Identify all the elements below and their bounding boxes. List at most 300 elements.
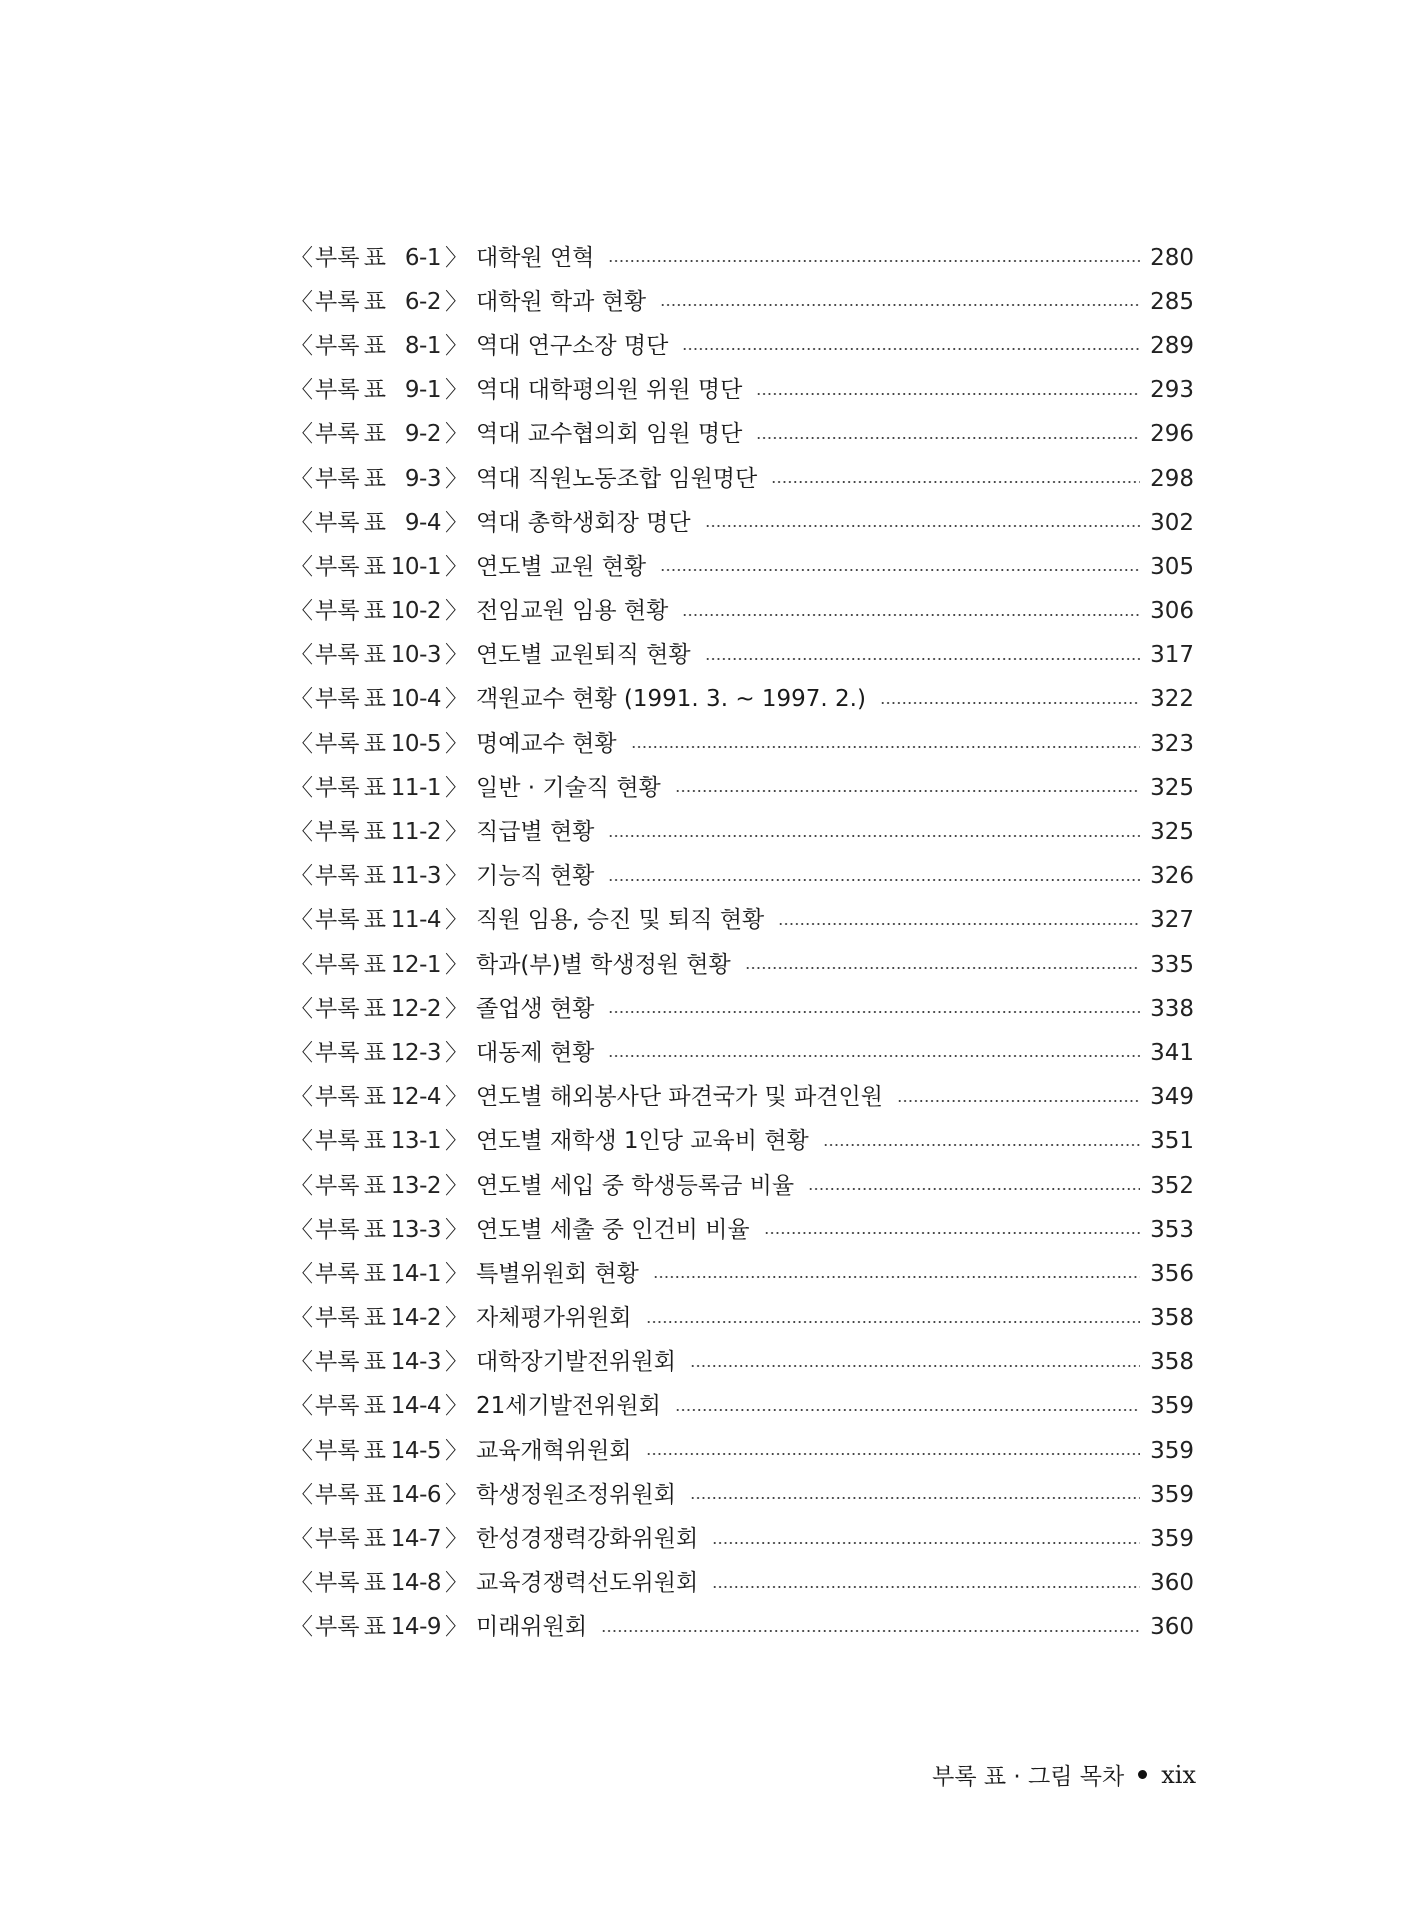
table-label xyxy=(290,1616,468,1639)
page-ref: 322 xyxy=(1150,686,1194,713)
page-ref: 338 xyxy=(1150,995,1194,1022)
table-number: 14-9 xyxy=(390,1614,441,1641)
label-pyo: 표 xyxy=(363,244,386,271)
label-word: 부록 xyxy=(315,1570,360,1597)
open-bracket: 〈 xyxy=(290,1216,313,1243)
open-bracket: 〈 xyxy=(290,377,313,404)
dot-leader xyxy=(880,702,1140,704)
table-label xyxy=(290,1172,468,1199)
dot-leader xyxy=(756,437,1140,439)
open-bracket: 〈 xyxy=(290,730,313,757)
open-bracket: 〈 xyxy=(290,686,313,713)
entry-title: 연도별 세출 중 인건비 비율 xyxy=(476,1216,750,1243)
dot-leader xyxy=(764,1232,1140,1234)
open-bracket: 〈 xyxy=(290,642,313,669)
page-footer xyxy=(932,1758,1196,1791)
dot-leader xyxy=(631,746,1140,748)
label-word: 부록 xyxy=(315,951,360,978)
label-word: 부록 xyxy=(315,1216,360,1243)
table-number: 6-2 xyxy=(404,288,441,315)
dot-leader xyxy=(601,1630,1140,1632)
entry-title: 특별위원회 현황 xyxy=(476,1260,639,1287)
dot-leader xyxy=(682,614,1140,616)
table-number: 14-4 xyxy=(390,1393,441,1420)
open-bracket: 〈 xyxy=(290,1260,313,1287)
close-bracket: 〉 xyxy=(445,1172,468,1199)
table-number: 12-2 xyxy=(390,995,441,1022)
close-bracket: 〉 xyxy=(445,421,468,448)
table-number: 14-6 xyxy=(390,1481,441,1508)
label-pyo: 표 xyxy=(363,1481,386,1508)
table-number: 13-2 xyxy=(390,1172,441,1199)
label-word: 부록 xyxy=(315,1128,360,1155)
open-bracket: 〈 xyxy=(290,951,313,978)
label-word: 부록 xyxy=(315,377,360,404)
table-label xyxy=(290,1528,468,1551)
open-bracket: 〈 xyxy=(290,1570,313,1597)
close-bracket: 〉 xyxy=(445,553,468,580)
table-number: 10-4 xyxy=(390,686,441,713)
dot-leader xyxy=(653,1276,1140,1278)
entry-title: 역대 대학평의원 위원 명단 xyxy=(476,377,743,404)
table-number: 11-4 xyxy=(390,907,441,934)
table-number: 14-2 xyxy=(390,1305,441,1332)
page-ref: 353 xyxy=(1150,1216,1194,1243)
table-label xyxy=(290,865,468,888)
entry-title: 자체평가위원회 xyxy=(476,1305,632,1332)
table-label xyxy=(290,995,468,1022)
table-number: 9-2 xyxy=(404,421,441,448)
open-bracket: 〈 xyxy=(290,598,313,625)
open-bracket: 〈 xyxy=(290,1481,313,1508)
toc-entry[interactable] xyxy=(290,1517,1194,1561)
dot-leader xyxy=(745,967,1140,969)
page-ref: 358 xyxy=(1150,1305,1194,1332)
close-bracket: 〉 xyxy=(445,332,468,359)
entry-title: 직급별 현황 xyxy=(476,819,595,846)
page-ref: 360 xyxy=(1150,1570,1194,1597)
toc-entry[interactable] xyxy=(290,1562,1194,1606)
label-word: 부록 xyxy=(315,1084,360,1111)
toc-entry[interactable] xyxy=(290,1297,1194,1341)
toc-entry[interactable] xyxy=(290,1252,1194,1296)
open-bracket: 〈 xyxy=(290,1172,313,1199)
label-word: 부록 xyxy=(315,1305,360,1332)
table-label xyxy=(290,423,468,446)
page-ref: 359 xyxy=(1150,1393,1194,1420)
dot-leader xyxy=(712,1586,1140,1588)
open-bracket: 〈 xyxy=(290,1614,313,1641)
page-ref: 325 xyxy=(1150,819,1194,846)
toc-entry[interactable] xyxy=(290,1076,1194,1120)
entry-title: 교육개혁위원회 xyxy=(476,1437,632,1464)
page-ref: 298 xyxy=(1150,465,1194,492)
label-word: 부록 xyxy=(315,1437,360,1464)
open-bracket: 〈 xyxy=(290,907,313,934)
label-word: 부록 xyxy=(315,465,360,492)
label-pyo: 표 xyxy=(363,995,386,1022)
dot-leader xyxy=(712,1542,1140,1544)
toc-entry[interactable] xyxy=(290,1429,1194,1473)
table-label xyxy=(290,688,468,711)
table-label xyxy=(290,1437,468,1464)
toc-entry[interactable] xyxy=(290,1606,1194,1650)
dot-leader xyxy=(823,1144,1140,1146)
label-word: 부록 xyxy=(315,1393,360,1420)
page-ref: 306 xyxy=(1150,598,1194,625)
toc-entry[interactable] xyxy=(290,236,1194,280)
label-word: 부록 xyxy=(315,598,360,625)
table-number: 14-3 xyxy=(390,1349,441,1376)
entry-title: 명예교수 현황 xyxy=(476,730,617,757)
label-word: 부록 xyxy=(315,421,360,448)
label-pyo: 표 xyxy=(363,465,386,492)
dot-leader xyxy=(675,790,1140,792)
page-ref: 352 xyxy=(1150,1172,1194,1199)
toc-entry[interactable] xyxy=(290,1031,1194,1075)
entry-title: 연도별 세입 중 학생등록금 비율 xyxy=(476,1172,795,1199)
close-bracket: 〉 xyxy=(445,907,468,934)
entry-title: 미래위원회 xyxy=(476,1614,588,1641)
entry-title: 연도별 해외봉사단 파견국가 및 파견인원 xyxy=(476,1084,883,1111)
table-label xyxy=(290,774,468,801)
label-pyo: 표 xyxy=(363,553,386,580)
toc-entry[interactable] xyxy=(290,766,1194,810)
table-number: 10-5 xyxy=(390,730,441,757)
entry-title: 대학원 연혁 xyxy=(476,244,595,271)
entry-title: 21세기발전위원회 xyxy=(476,1393,661,1420)
close-bracket: 〉 xyxy=(445,1349,468,1376)
table-label xyxy=(290,379,468,402)
label-pyo: 표 xyxy=(363,377,386,404)
entry-title: 기능직 현황 xyxy=(476,863,595,890)
close-bracket: 〉 xyxy=(445,774,468,801)
close-bracket: 〉 xyxy=(445,1084,468,1111)
entry-title: 졸업생 현황 xyxy=(476,995,595,1022)
page-ref: 302 xyxy=(1150,509,1194,536)
page-ref: 341 xyxy=(1150,1039,1194,1066)
entry-title: 객원교수 현황 (1991. 3. ~ 1997. 2.) xyxy=(476,686,866,713)
close-bracket: 〉 xyxy=(445,642,468,669)
label-word: 부록 xyxy=(315,1172,360,1199)
toc-entry[interactable] xyxy=(290,413,1194,457)
close-bracket: 〉 xyxy=(445,244,468,271)
page-ref: 349 xyxy=(1150,1084,1194,1111)
close-bracket: 〉 xyxy=(445,598,468,625)
table-number: 9-1 xyxy=(404,377,441,404)
entry-title: 대학장기발전위원회 xyxy=(476,1349,676,1376)
label-pyo: 표 xyxy=(363,598,386,625)
open-bracket: 〈 xyxy=(290,509,313,536)
toc-entry[interactable] xyxy=(290,634,1194,678)
toc-entry[interactable] xyxy=(290,1385,1194,1429)
close-bracket: 〉 xyxy=(445,1481,468,1508)
label-word: 부록 xyxy=(315,1614,360,1641)
dot-leader xyxy=(660,304,1140,306)
dot-leader xyxy=(660,569,1140,571)
page-ref: 305 xyxy=(1150,553,1194,580)
page-ref: 360 xyxy=(1150,1614,1194,1641)
page-ref: 359 xyxy=(1150,1437,1194,1464)
close-bracket: 〉 xyxy=(445,1039,468,1066)
entry-title: 대동제 현황 xyxy=(476,1039,595,1066)
open-bracket: 〈 xyxy=(290,1526,313,1553)
close-bracket: 〉 xyxy=(445,819,468,846)
dot-leader xyxy=(646,1321,1140,1323)
dot-leader xyxy=(646,1453,1140,1455)
table-label xyxy=(290,244,468,271)
dot-leader xyxy=(608,260,1140,262)
label-word: 부록 xyxy=(315,642,360,669)
label-pyo: 표 xyxy=(363,1526,386,1553)
page-number: xix xyxy=(1161,1760,1196,1789)
table-label xyxy=(290,509,468,536)
toc-entry[interactable] xyxy=(290,590,1194,634)
label-word: 부록 xyxy=(315,244,360,271)
open-bracket: 〈 xyxy=(290,774,313,801)
table-label xyxy=(290,1260,468,1287)
entry-title: 역대 직원노동조합 임원명단 xyxy=(476,465,758,492)
table-number: 8-1 xyxy=(404,332,441,359)
label-word: 부록 xyxy=(315,1526,360,1553)
label-word: 부록 xyxy=(315,509,360,536)
page-ref: 351 xyxy=(1150,1128,1194,1155)
toc-entry[interactable] xyxy=(290,457,1194,501)
table-label xyxy=(290,730,468,757)
table-label xyxy=(290,1216,468,1243)
page-ref: 285 xyxy=(1150,288,1194,315)
close-bracket: 〉 xyxy=(445,1614,468,1641)
table-label xyxy=(290,332,468,359)
label-pyo: 표 xyxy=(363,686,386,713)
label-pyo: 표 xyxy=(363,863,386,890)
dot-leader xyxy=(756,393,1140,395)
label-word: 부록 xyxy=(315,1349,360,1376)
table-of-contents xyxy=(290,236,1194,1650)
table-label xyxy=(290,465,468,492)
label-pyo: 표 xyxy=(363,1216,386,1243)
label-word: 부록 xyxy=(315,1481,360,1508)
label-word: 부록 xyxy=(315,819,360,846)
table-number: 13-1 xyxy=(390,1128,441,1155)
page-ref: 335 xyxy=(1150,951,1194,978)
close-bracket: 〉 xyxy=(445,465,468,492)
label-pyo: 표 xyxy=(363,1437,386,1464)
label-word: 부록 xyxy=(315,1039,360,1066)
table-number: 12-4 xyxy=(390,1084,441,1111)
table-number: 12-1 xyxy=(390,951,441,978)
open-bracket: 〈 xyxy=(290,244,313,271)
open-bracket: 〈 xyxy=(290,995,313,1022)
entry-title: 학과(부)별 학생정원 현황 xyxy=(476,951,731,978)
page-ref: 317 xyxy=(1150,642,1194,669)
toc-entry[interactable] xyxy=(290,987,1194,1031)
close-bracket: 〉 xyxy=(445,863,468,890)
table-label xyxy=(290,1481,468,1508)
table-number: 13-3 xyxy=(390,1216,441,1243)
label-pyo: 표 xyxy=(363,730,386,757)
label-word: 부록 xyxy=(315,686,360,713)
table-label xyxy=(290,909,468,932)
bullet-separator xyxy=(1138,1770,1147,1779)
entry-title: 역대 총학생회장 명단 xyxy=(476,509,691,536)
table-label xyxy=(290,951,468,978)
label-pyo: 표 xyxy=(363,951,386,978)
entry-title: 한성경쟁력강화위원회 xyxy=(476,1526,699,1553)
dot-leader xyxy=(608,1011,1140,1013)
label-pyo: 표 xyxy=(363,1084,386,1111)
toc-entry[interactable] xyxy=(290,1164,1194,1208)
label-word: 부록 xyxy=(315,995,360,1022)
open-bracket: 〈 xyxy=(290,1305,313,1332)
page-ref: 323 xyxy=(1150,730,1194,757)
toc-entry[interactable] xyxy=(290,722,1194,766)
close-bracket: 〉 xyxy=(445,1260,468,1287)
page-ref: 327 xyxy=(1150,907,1194,934)
close-bracket: 〉 xyxy=(445,288,468,315)
entry-title: 연도별 교원 현황 xyxy=(476,553,647,580)
table-number: 12-3 xyxy=(390,1039,441,1066)
table-number: 11-2 xyxy=(390,819,441,846)
table-label xyxy=(290,1130,468,1153)
open-bracket: 〈 xyxy=(290,819,313,846)
table-label xyxy=(290,644,468,667)
page-ref: 296 xyxy=(1150,421,1194,448)
open-bracket: 〈 xyxy=(290,288,313,315)
label-pyo: 표 xyxy=(363,1260,386,1287)
toc-entry[interactable] xyxy=(290,1473,1194,1517)
label-word: 부록 xyxy=(315,730,360,757)
table-label xyxy=(290,1351,468,1374)
page-ref: 325 xyxy=(1150,774,1194,801)
open-bracket: 〈 xyxy=(290,421,313,448)
table-label xyxy=(290,1572,468,1595)
table-label xyxy=(290,1307,468,1330)
toc-entry[interactable] xyxy=(290,545,1194,589)
dot-leader xyxy=(690,1365,1140,1367)
dot-leader xyxy=(771,481,1140,483)
entry-title: 일반 · 기술직 현황 xyxy=(476,774,661,801)
entry-title: 연도별 교원퇴직 현황 xyxy=(476,642,691,669)
label-pyo: 표 xyxy=(363,1039,386,1066)
table-label xyxy=(290,288,468,315)
close-bracket: 〉 xyxy=(445,730,468,757)
close-bracket: 〉 xyxy=(445,686,468,713)
entry-title: 교육경쟁력선도위원회 xyxy=(476,1570,699,1597)
dot-leader xyxy=(705,658,1140,660)
dot-leader xyxy=(690,1497,1140,1499)
toc-entry[interactable] xyxy=(290,855,1194,899)
entry-title: 연도별 재학생 1인당 교육비 현황 xyxy=(476,1128,809,1155)
toc-entry[interactable] xyxy=(290,324,1194,368)
open-bracket: 〈 xyxy=(290,465,313,492)
page-ref: 358 xyxy=(1150,1349,1194,1376)
table-number: 9-4 xyxy=(404,509,441,536)
label-pyo: 표 xyxy=(363,1172,386,1199)
table-label xyxy=(290,1086,468,1109)
dot-leader xyxy=(897,1100,1140,1102)
label-word: 부록 xyxy=(315,288,360,315)
toc-entry[interactable] xyxy=(290,899,1194,943)
label-word: 부록 xyxy=(315,1260,360,1287)
label-word: 부록 xyxy=(315,907,360,934)
dot-leader xyxy=(675,1409,1140,1411)
close-bracket: 〉 xyxy=(445,377,468,404)
label-word: 부록 xyxy=(315,553,360,580)
toc-entry[interactable] xyxy=(290,1208,1194,1252)
toc-entry[interactable] xyxy=(290,943,1194,987)
close-bracket: 〉 xyxy=(445,995,468,1022)
toc-entry[interactable] xyxy=(290,678,1194,722)
page-ref: 293 xyxy=(1150,377,1194,404)
close-bracket: 〉 xyxy=(445,1216,468,1243)
table-label xyxy=(290,1039,468,1066)
dot-leader xyxy=(608,879,1140,881)
open-bracket: 〈 xyxy=(290,1349,313,1376)
open-bracket: 〈 xyxy=(290,1084,313,1111)
entry-title: 전임교원 임용 현황 xyxy=(476,598,669,625)
open-bracket: 〈 xyxy=(290,1128,313,1155)
table-label xyxy=(290,1395,468,1418)
label-word: 부록 xyxy=(315,774,360,801)
label-pyo: 표 xyxy=(363,1349,386,1376)
label-pyo: 표 xyxy=(363,1128,386,1155)
dot-leader xyxy=(608,1055,1140,1057)
label-pyo: 표 xyxy=(363,421,386,448)
table-label xyxy=(290,553,468,580)
open-bracket: 〈 xyxy=(290,332,313,359)
table-label xyxy=(290,600,468,623)
open-bracket: 〈 xyxy=(290,1039,313,1066)
toc-entry[interactable] xyxy=(290,810,1194,854)
table-label xyxy=(290,821,468,844)
label-pyo: 표 xyxy=(363,1570,386,1597)
open-bracket: 〈 xyxy=(290,1393,313,1420)
close-bracket: 〉 xyxy=(445,1570,468,1597)
page-ref: 359 xyxy=(1150,1526,1194,1553)
close-bracket: 〉 xyxy=(445,509,468,536)
close-bracket: 〉 xyxy=(445,1526,468,1553)
label-pyo: 표 xyxy=(363,1614,386,1641)
label-pyo: 표 xyxy=(363,332,386,359)
dot-leader xyxy=(682,348,1140,350)
entry-title: 역대 교수협의회 임원 명단 xyxy=(476,421,743,448)
dot-leader xyxy=(705,525,1140,527)
label-pyo: 표 xyxy=(363,774,386,801)
toc-entry[interactable] xyxy=(290,280,1194,324)
table-number: 10-1 xyxy=(390,553,441,580)
toc-entry[interactable] xyxy=(290,1341,1194,1385)
label-pyo: 표 xyxy=(363,642,386,669)
table-number: 10-2 xyxy=(390,598,441,625)
open-bracket: 〈 xyxy=(290,553,313,580)
close-bracket: 〉 xyxy=(445,1305,468,1332)
page-ref: 356 xyxy=(1150,1260,1194,1287)
footer-section-title: 부록 표 · 그림 목차 xyxy=(932,1764,1125,1790)
label-word: 부록 xyxy=(315,332,360,359)
close-bracket: 〉 xyxy=(445,1437,468,1464)
close-bracket: 〉 xyxy=(445,951,468,978)
table-number: 14-1 xyxy=(390,1260,441,1287)
toc-entry[interactable] xyxy=(290,1120,1194,1164)
page-ref: 289 xyxy=(1150,332,1194,359)
toc-entry[interactable] xyxy=(290,501,1194,545)
page-ref: 326 xyxy=(1150,863,1194,890)
close-bracket: 〉 xyxy=(445,1393,468,1420)
table-number: 14-8 xyxy=(390,1570,441,1597)
toc-entry[interactable] xyxy=(290,369,1194,413)
label-pyo: 표 xyxy=(363,1305,386,1332)
